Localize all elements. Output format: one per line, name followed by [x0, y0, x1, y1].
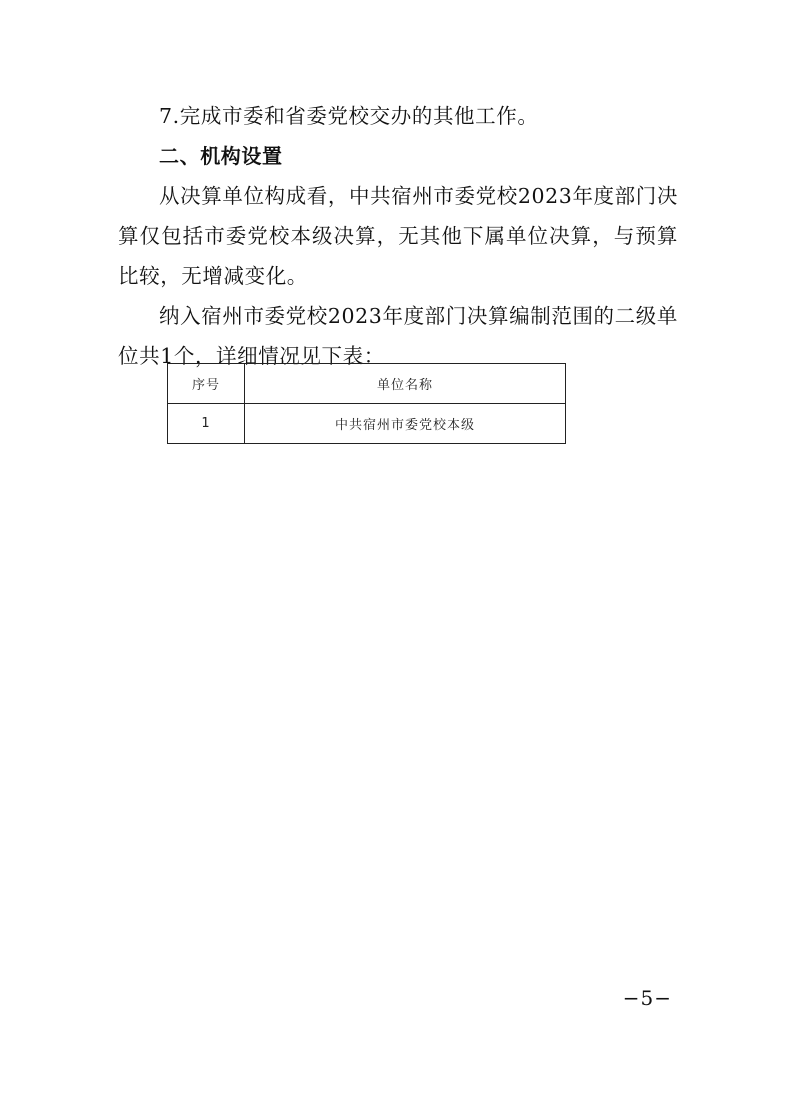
header-index: 序号	[168, 364, 245, 404]
page-number: −5−	[622, 986, 672, 1010]
table-row	[168, 404, 566, 444]
cell-unit-name: 中共宿州市委党校本级	[245, 404, 566, 444]
paragraph-unit-composition: 从决算单位构成看，中共宿州市委党校2023年度部门决算仅包括市委党校本级决算，无其他下属单位决算，与预算比较，无增减变化。	[118, 184, 678, 288]
unit-table	[167, 363, 566, 444]
cell-index: 1	[168, 404, 245, 444]
paragraph-item-7: 7.完成市委和省委党校交办的其他工作。	[159, 104, 539, 128]
paragraph-secondary-units: 纳入宿州市委党校2023年度部门决算编制范围的二级单位共1个，详细情况见下表：	[118, 304, 678, 368]
table-header-row	[168, 364, 566, 404]
body-text	[118, 96, 678, 376]
header-unit-name: 单位名称	[245, 364, 566, 404]
section-heading: 二、机构设置	[159, 144, 283, 168]
unit-table-wrapper	[167, 363, 566, 444]
